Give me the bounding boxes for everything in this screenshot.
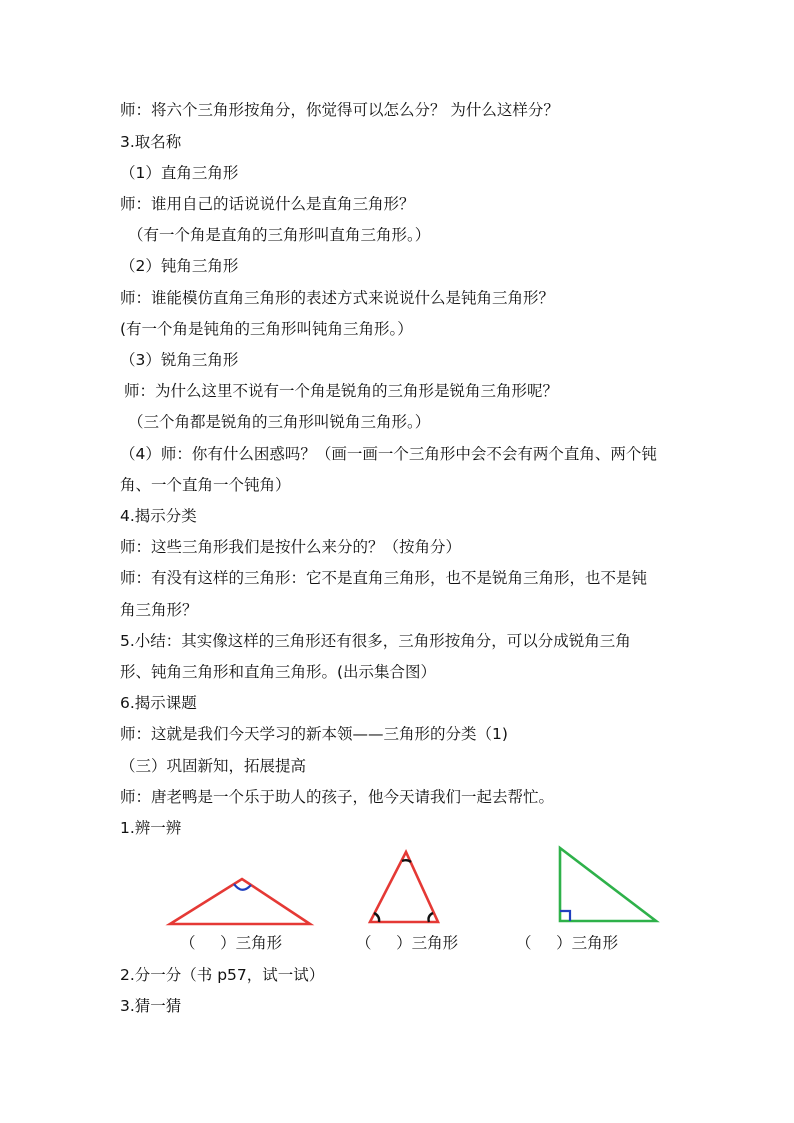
subsection-heading: （三）巩固新知，拓展提高 <box>120 757 307 775</box>
text-line: 师：唐老鸭是一个乐于助人的孩子，他今天请我们一起去帮忙。 <box>120 788 555 806</box>
right-triangle <box>560 848 656 921</box>
subsection-heading: （2）钝角三角形 <box>120 257 239 275</box>
answer-line: (有一个角是钝角的三角形叫钝角三角形。） <box>120 320 413 338</box>
obtuse-triangle-figure <box>160 868 320 932</box>
text-line: （4）师：你有什么困惑吗？（画一画一个三角形中会不会有两个直角、两个钝 <box>120 445 657 463</box>
text-line: 师：有没有这样的三角形：它不是直角三角形，也不是锐角三角形，也不是钝 <box>120 569 648 587</box>
section-heading: 4.揭示分类 <box>120 507 197 525</box>
right-angle-mark <box>560 911 570 921</box>
obtuse-triangle <box>170 879 310 924</box>
text-line: 角、一个直角一个钝角） <box>120 476 291 494</box>
answer-line: （三个角都是锐角的三角形叫锐角三角形。） <box>128 413 431 431</box>
subsection-heading: （1）直角三角形 <box>120 164 239 182</box>
text-line: 师：谁用自己的话说说什么是直角三角形？ <box>120 195 415 213</box>
answer-line: （有一个角是直角的三角形叫直角三角形。） <box>128 226 431 244</box>
acute-triangle-figure <box>362 846 446 928</box>
section-heading: 3.取名称 <box>120 133 182 151</box>
exercise-heading: 1.辨一辨 <box>120 819 182 837</box>
text-line: 形、钝角三角形和直角三角形。(出示集合图） <box>120 663 437 681</box>
text-line: 师：将六个三角形按角分，你觉得可以怎么分？ 为什么这样分？ <box>120 101 559 119</box>
triangle-caption-3: （ ）三角形 <box>516 934 619 952</box>
exercise-heading: 2.分一分（书 p57，试一试） <box>120 966 325 984</box>
obtuse-angle-mark <box>234 884 251 890</box>
acute-angle-mark-right <box>429 913 434 922</box>
text-line: 5.小结：其实像这样的三角形还有很多，三角形按角分，可以分成锐角三角 <box>120 632 631 650</box>
text-line: 师：谁能模仿直角三角形的表述方式来说说什么是钝角三角形？ <box>120 289 555 307</box>
triangle-caption-1: （ ）三角形 <box>180 934 283 952</box>
acute-angle-mark-left <box>374 913 379 922</box>
text-line: 师：为什么这里不说有一个角是锐角的三角形是锐角三角形呢？ <box>124 382 559 400</box>
subsection-heading: （3）锐角三角形 <box>120 351 239 369</box>
section-heading: 6.揭示课题 <box>120 694 197 712</box>
triangle-caption-2: （ ）三角形 <box>356 934 459 952</box>
text-line: 师：这就是我们今天学习的新本领——三角形的分类（1) <box>120 725 508 743</box>
exercise-heading: 3.猜一猜 <box>120 997 182 1015</box>
text-line: 角三角形？ <box>120 601 198 619</box>
text-line: 师：这些三角形我们是按什么来分的？（按角分） <box>120 538 462 556</box>
acute-triangle <box>370 852 438 922</box>
acute-angle-mark-top <box>402 860 411 862</box>
right-triangle-figure <box>552 842 664 928</box>
